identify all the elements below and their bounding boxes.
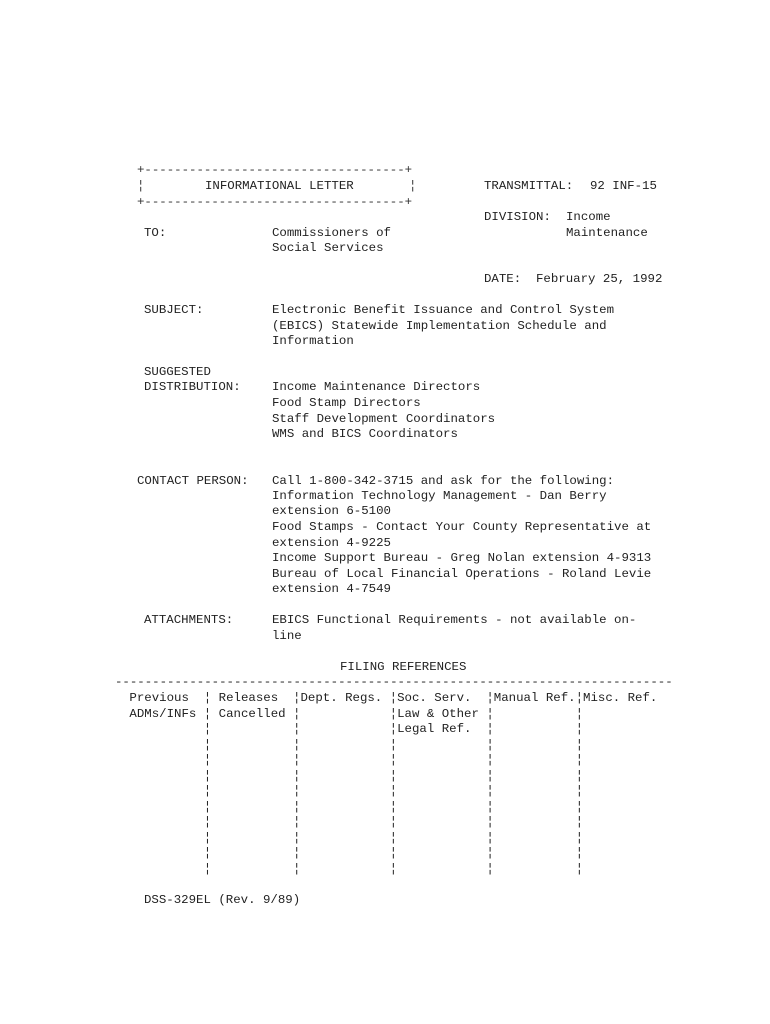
contact-label: CONTACT PERSON: <box>137 474 249 488</box>
filing-table-row: ¦ ¦ ¦ ¦ ¦ <box>122 800 584 814</box>
attachments-label: ATTACHMENTS: <box>144 613 234 627</box>
contact-line: Call 1-800-342-3715 and ask for the following: <box>272 474 615 488</box>
filing-table-row: ¦ ¦ ¦ ¦ ¦ <box>122 784 584 798</box>
distribution-item: Staff Development Coordinators <box>272 412 496 426</box>
filing-table-row: ¦ ¦ ¦ ¦ ¦ <box>122 862 584 876</box>
form-number: DSS-329EL (Rev. 9/89) <box>144 893 301 907</box>
distribution-item: Income Maintenance Directors <box>272 380 481 394</box>
division-value-line1: Income <box>566 210 611 224</box>
distribution-item: WMS and BICS Coordinators <box>272 427 458 441</box>
contact-line: extension 6-5100 <box>272 504 391 518</box>
to-value-line1: Commissioners of <box>272 226 391 240</box>
contact-line: extension 4-7549 <box>272 582 391 596</box>
division-label: DIVISION: <box>484 210 551 224</box>
header-box-right-border: ¦ <box>409 179 417 193</box>
contact-line: Income Support Bureau - Greg Nolan extension 4-9313 <box>272 551 652 565</box>
filing-table-row: ¦ ¦ ¦Legal Ref. ¦ ¦ <box>122 722 584 736</box>
contact-line: Information Technology Management - Dan Berry <box>272 489 607 503</box>
date-value: February 25, 1992 <box>536 272 663 286</box>
filing-table-row: ¦ ¦ ¦ ¦ ¦ <box>122 769 584 783</box>
subject-line: Information <box>272 334 354 348</box>
filing-table-row: ¦ ¦ ¦ ¦ ¦ <box>122 738 584 752</box>
filing-table-row: ¦ ¦ ¦ ¦ ¦ <box>122 831 584 845</box>
attachments-line: line <box>272 629 302 643</box>
filing-table-row: ADMs/INFs ¦ Cancelled ¦ ¦Law & Other ¦ ¦ <box>122 707 584 721</box>
header-box-top-border: +-----------------------------------+ <box>137 163 413 177</box>
filing-table-row: ¦ ¦ ¦ ¦ ¦ <box>122 753 584 767</box>
distribution-item: Food Stamp Directors <box>272 396 421 410</box>
attachments-line: EBICS Functional Requirements - not available on- <box>272 613 637 627</box>
contact-line: extension 4-9225 <box>272 536 391 550</box>
header-box-bottom-border: +-----------------------------------+ <box>137 195 413 209</box>
document-type-title: INFORMATIONAL LETTER <box>205 179 354 193</box>
transmittal-value: 92 INF-15 <box>590 179 657 193</box>
filing-references-rule: --------------------------------------------------------------------------- <box>115 675 673 689</box>
contact-line: Food Stamps - Contact Your County Representative at <box>272 520 652 534</box>
distribution-label-line2: DISTRIBUTION: <box>144 380 241 394</box>
division-value-line2: Maintenance <box>566 226 648 240</box>
header-box-left-border: ¦ <box>137 179 145 193</box>
subject-line: (EBICS) Statewide Implementation Schedule and <box>272 319 607 333</box>
subject-line: Electronic Benefit Issuance and Control System <box>272 303 615 317</box>
transmittal-label: TRANSMITTAL: <box>484 179 574 193</box>
filing-table-row: ¦ ¦ ¦ ¦ ¦ <box>122 846 584 860</box>
subject-label: SUBJECT: <box>144 303 204 317</box>
to-value-line2: Social Services <box>272 241 384 255</box>
contact-line: Bureau of Local Financial Operations - Roland Levie <box>272 567 652 581</box>
filing-table-row: Previous ¦ Releases ¦Dept. Regs. ¦Soc. Serv. ¦Manual Ref.¦Misc. Ref. <box>122 691 658 705</box>
filing-references-title: FILING REFERENCES <box>340 660 467 674</box>
distribution-label-line1: SUGGESTED <box>144 365 211 379</box>
date-label: DATE: <box>484 272 522 286</box>
to-label: TO: <box>144 226 167 240</box>
filing-table-row: ¦ ¦ ¦ ¦ ¦ <box>122 815 584 829</box>
